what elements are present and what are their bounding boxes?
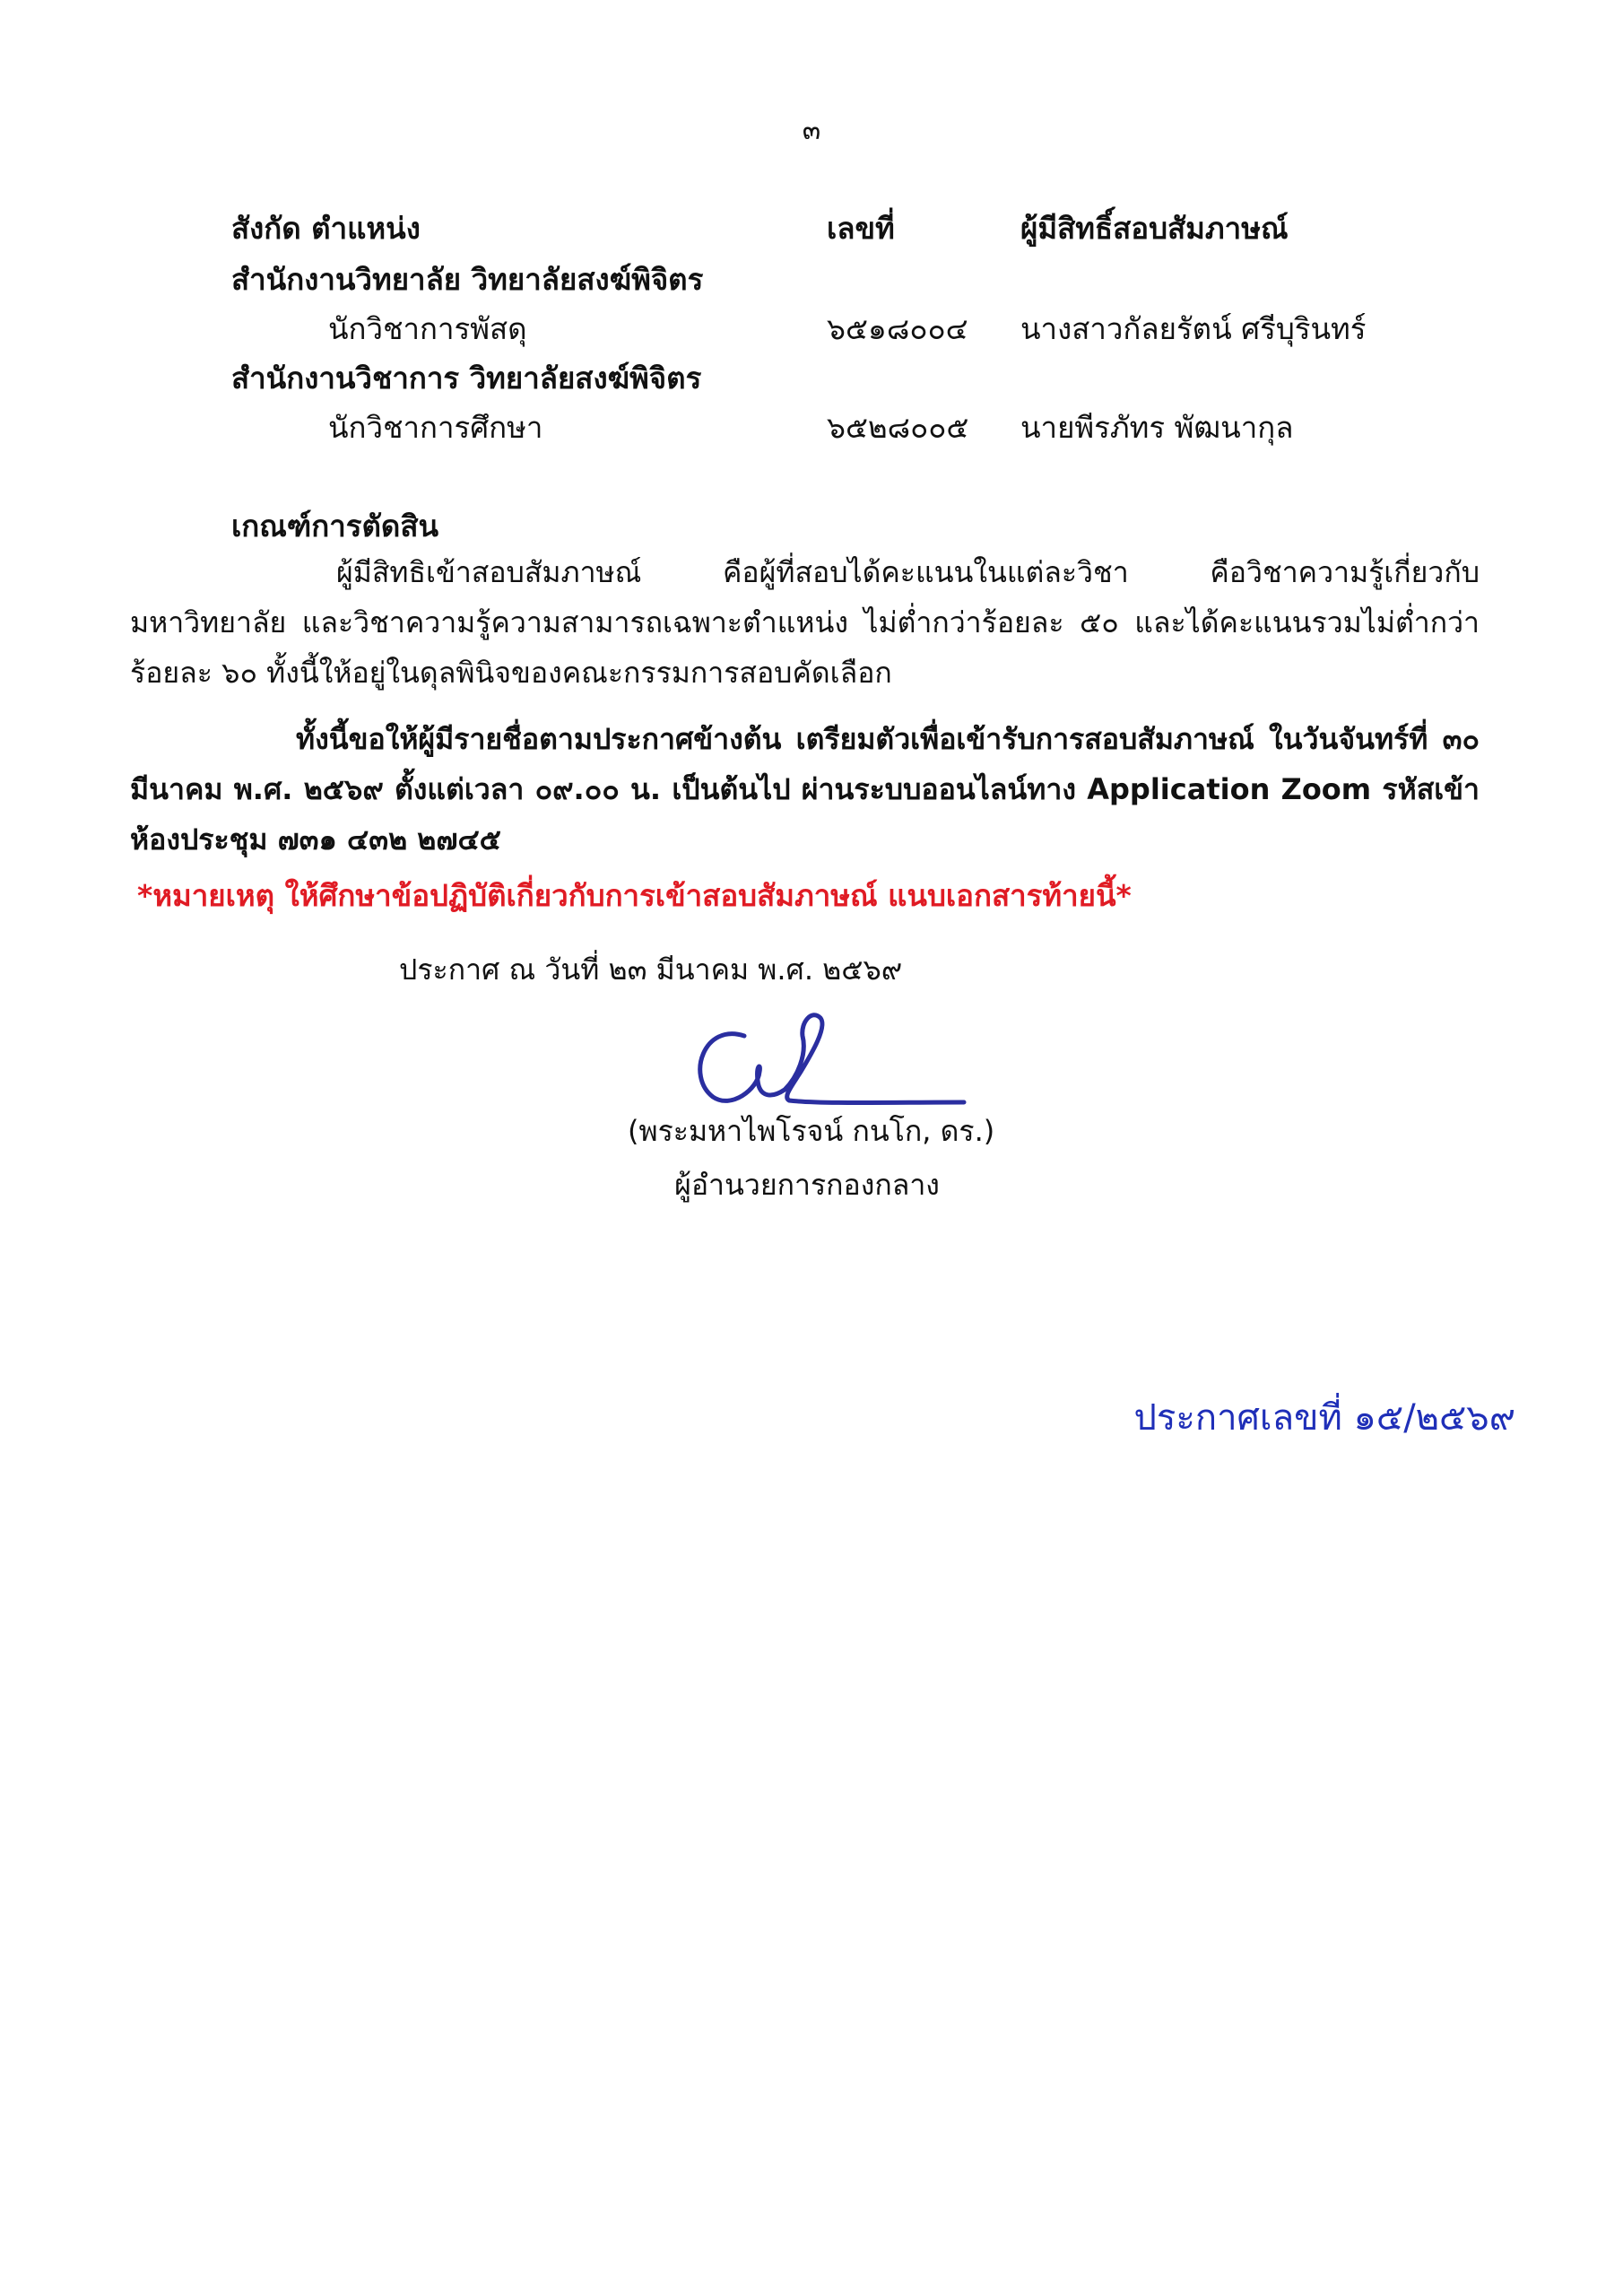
department-name: สำนักงานวิทยาลัย วิทยาลัยสงฆ์พิจิตร: [231, 262, 704, 297]
candidate-number: ๖๕๑๘๐๐๔: [827, 311, 968, 346]
note-text: *หมายเหตุ ให้ศึกษาข้อปฏิบัติเกี่ยวกับการเข้าสอบสัมภาษณ์ แนบเอกสารท้ายนี้*: [137, 878, 1132, 913]
candidate-number: ๖๕๒๘๐๐๕: [827, 410, 969, 445]
department-name: สำนักงานวิชาการ วิทยาลัยสงฆ์พิจิตร: [231, 361, 702, 396]
signer-name: (พระมหาไพโรจน์ กนโก, ดร.): [628, 1114, 995, 1148]
header-eligible: ผู้มีสิทธิ์สอบสัมภาษณ์: [1020, 211, 1289, 246]
interview-notice: ทั้งนี้ขอให้ผู้มีรายชื่อตามประกาศข้างต้น เตรียมตัวเพื่อเข้ารับการสอบสัมภาษณ์ ในวันจันทร์ที่ ๓๐ มีนาคม พ.ศ. ๒๕๖๙ ตั้งแต่เวลา ๐๙.๐๐ น. เป็นต้นไป ผ่านระบบออนไลน์ทาง Application Zoom รหัสเข้าห้องประชุม ๗๓๑ ๔๓๒ ๒๗๔๕: [130, 722, 1480, 857]
criteria-text: ผู้มีสิทธิเข้าสอบสัมภาษณ์ คือผู้ที่สอบได้คะแนนในแต่ละวิชา คือวิชาความรู้เกี่ยวกับมหาวิทยาลัย และวิชาความรู้ความสามารถเฉพาะตำแหน่ง ไม่ต่ำกว่าร้อยละ ๕๐ และได้คะแนนรวมไม่ต่ำกว่าร้อยละ ๖๐ ทั้งนี้ให้อยู่ในดุลพินิจของคณะกรรมการสอบคัดเลือก: [130, 555, 1480, 690]
candidate-name: นางสาวกัลยรัตน์ ศรีบุรินทร์: [1020, 311, 1367, 346]
candidate-name: นายพีรภัทร พัฒนากุล: [1020, 410, 1294, 445]
page-number: ๓: [802, 115, 821, 146]
position-name: นักวิชาการศึกษา: [328, 410, 543, 445]
header-affiliation-position: สังกัด ตำแหน่ง: [231, 211, 421, 246]
criteria-title: เกณฑ์การตัดสิน: [231, 509, 439, 544]
position-name: นักวิชาการพัสดุ: [328, 311, 527, 346]
header-number: เลขที่: [827, 211, 895, 246]
announcement-number: ประกาศเลขที่ ๑๕/๒๕๖๙: [1133, 1397, 1515, 1439]
signature-image: [677, 1000, 973, 1117]
announce-date: ประกาศ ณ วันที่ ๒๓ มีนาคม พ.ศ. ๒๕๖๙: [399, 952, 903, 987]
signer-title: ผู้อำนวยการกองกลาง: [674, 1168, 940, 1202]
